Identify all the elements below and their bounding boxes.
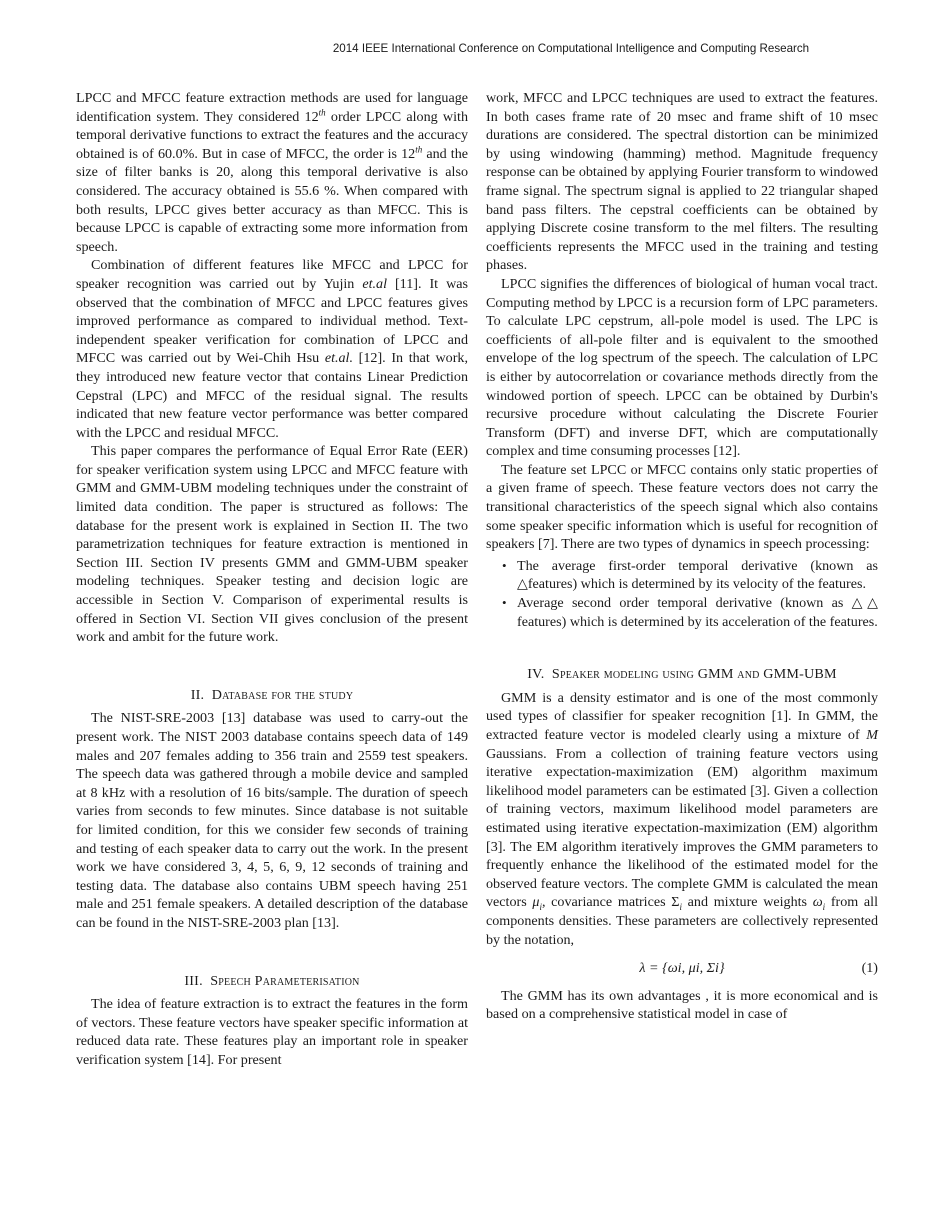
bullet-list (486, 557, 878, 631)
list-item: • The average first-order temporal derivative (known as △features) which is determined by its velocity of the features. (517, 557, 878, 594)
paragraph: The NIST-SRE-2003 [13] database was used to carry-out the present work. The NIST 2003 database contains speech data of 149 males and 207 females adding to 356 train and 2559 test speakers. The speech data was gathered through a mobile device and sampled at 8 kHz with a resolution of 16 bits/sample. The duration of speech varies from seconds to few minutes. Since database is not suitable for limited condition, for this we consider few seconds of training and testing of each speaker data to carry out the work. In the present work we have considered 3, 4, 5, 6, 9, 12 seconds of training and testing data. The database also contains UBM speech having 251 male and 251 female speakers. A detailed description of the database can be found in the NIST-SRE-2003 plan [13]. (76, 710, 468, 931)
left-column (76, 89, 468, 1070)
paragraph: The GMM has its own advantages , it is more economical and is based on a comprehensive statistical model in case of (486, 987, 878, 1023)
running-header: 2014 IEEE International Conference on Computational Intelligence and Computing Research (332, 42, 810, 55)
equation-number: (1) (861, 960, 878, 977)
list-item: • Average second order temporal derivative (known as △△ features) which is determined by its acceleration of the features. (517, 594, 878, 631)
equation-body: λ = {ωi, μi, Σi} (639, 960, 725, 977)
paragraph: LPCC and MFCC feature extraction methods are used for language identification system. They considered 12th order LPCC along with temporal derivative functions to extract the features and the accuracy obtained is of 60.0%. But in case of MFCC, the order is 12th and the size of filter banks is 20, along this temporal derivative is also considered. The accuracy obtained is 55.6 %. When compared with both results, LPCC gives better accuracy as than MFCC. This is because LPCC is capable of extracting some more information from speech. (76, 90, 468, 255)
equation (486, 959, 878, 978)
paragraph: The idea of feature extraction is to extract the features in the form of vectors. These feature vectors have speaker specific information at reduced data rate. These features play an important role in speaker verification system [14]. For present (76, 996, 468, 1068)
paragraph: Combination of different features like MFCC and LPCC for speaker recognition was carried out by Yujin et.al [11]. It was observed that the combination of MFCC and LPCC features gives improved performance as compared to individual method. Text-independent speaker verification for combination of LPCC and MFCC was carried out by Wei-Chih Hsu et.al. [12]. In that work, they introduced new feature vector that contains Linear Prediction Cepstral (LPC) and MFCC of the residual signal. The results indicated that new feature vector performance was better compared with the LPCC and residual MFCC. (76, 257, 468, 441)
paragraph: LPCC signifies the differences of biological of human vocal tract. Computing method by LPCC is a recursion form of LPC parameters. To calculate LPC cepstrum, all-pole model is used. The LPC is coefficients of all-pole filter and is equivalent to the smoothed envelope of the log spectrum of the speech. The calculation of LPC is either by autocorrelation or covariance methods directly from the windowed portion of speech. LPCC can be obtained by Durbin's recursive procedure without calculating the Discrete Fourier Transform (DFT) and inverse DFT, which are computationally complex and time consuming processes [12]. (486, 275, 878, 460)
paragraph: This paper compares the performance of Equal Error Rate (EER) for speaker verification system using LPCC and MFCC feature with GMM and GMM-UBM modeling techniques under the constraint of limited data condition. The paper is structured as follows: The database for the present work is explained in Section II. The two parametrization techniques for feature extraction is mentioned in Section III. Section IV presents GMM and GMM-UBM speaker modeling techniques. Speaker testing and decision logic are accessible in Section V. Comparison of experimental results is offered in Section VI. Section VII gives conclusion of the present work and ambit for the future work. (76, 443, 468, 646)
right-column (486, 89, 878, 1024)
paragraph: The feature set LPCC or MFCC contains only static properties of a given frame of speech. These feature vectors does not carry the transitional characteristics of the speech signal which also contains some speaker specific information which is useful for recognition of speakers [7]. There are two types of dynamics in speech processing: (486, 461, 878, 553)
paragraph: work, MFCC and LPCC techniques are used to extract the features. In both cases frame rate of 20 msec and frame shift of 10 msec durations are considered. The spectral distortion can be minimized by using windowing (hamming) method. Magnitude frequency response can be obtained by applying Fourier transform to windowed frame signal. The spectrum signal is applied to 22 triangular shaped band pass filters. The cepstral coefficients can be obtained by applying Discrete cosine transform to the mel filters. The resulting coefficients represents the MFCC used in the training and testing phases. (486, 90, 878, 274)
section-heading: IV. Speaker modeling using GMM and GMM-UBM (527, 666, 837, 683)
paragraph: GMM is a density estimator and is one of the most commonly used types of classifier for speaker recognition [1]. In GMM, the extracted feature vector is modeled clearly using a mixture of M Gaussians. From a collection of training feature vectors using iterative expectation-maximization (EM) algorithm maximum likelihood model parameters can be estimated [3]. Given a collection of training vectors, maximum likelihood model parameters are estimated using iterative expectation-maximization (EM) algorithm [3]. The EM algorithm iteratively improves the GMM parameters to frequently enhance the likelihood of the estimated model for the observed feature vectors. The complete GMM is calculated the mean vectors $\mu_i$, covariance matrices $\Sigma_i$ and mixture weights $\omega_i$ from all components densities. These parameters are collectively represented by the notation, (486, 689, 879, 948)
section-heading: III. Speech Parameterisation (184, 972, 360, 989)
section-heading: II. Database for the study (190, 686, 354, 703)
